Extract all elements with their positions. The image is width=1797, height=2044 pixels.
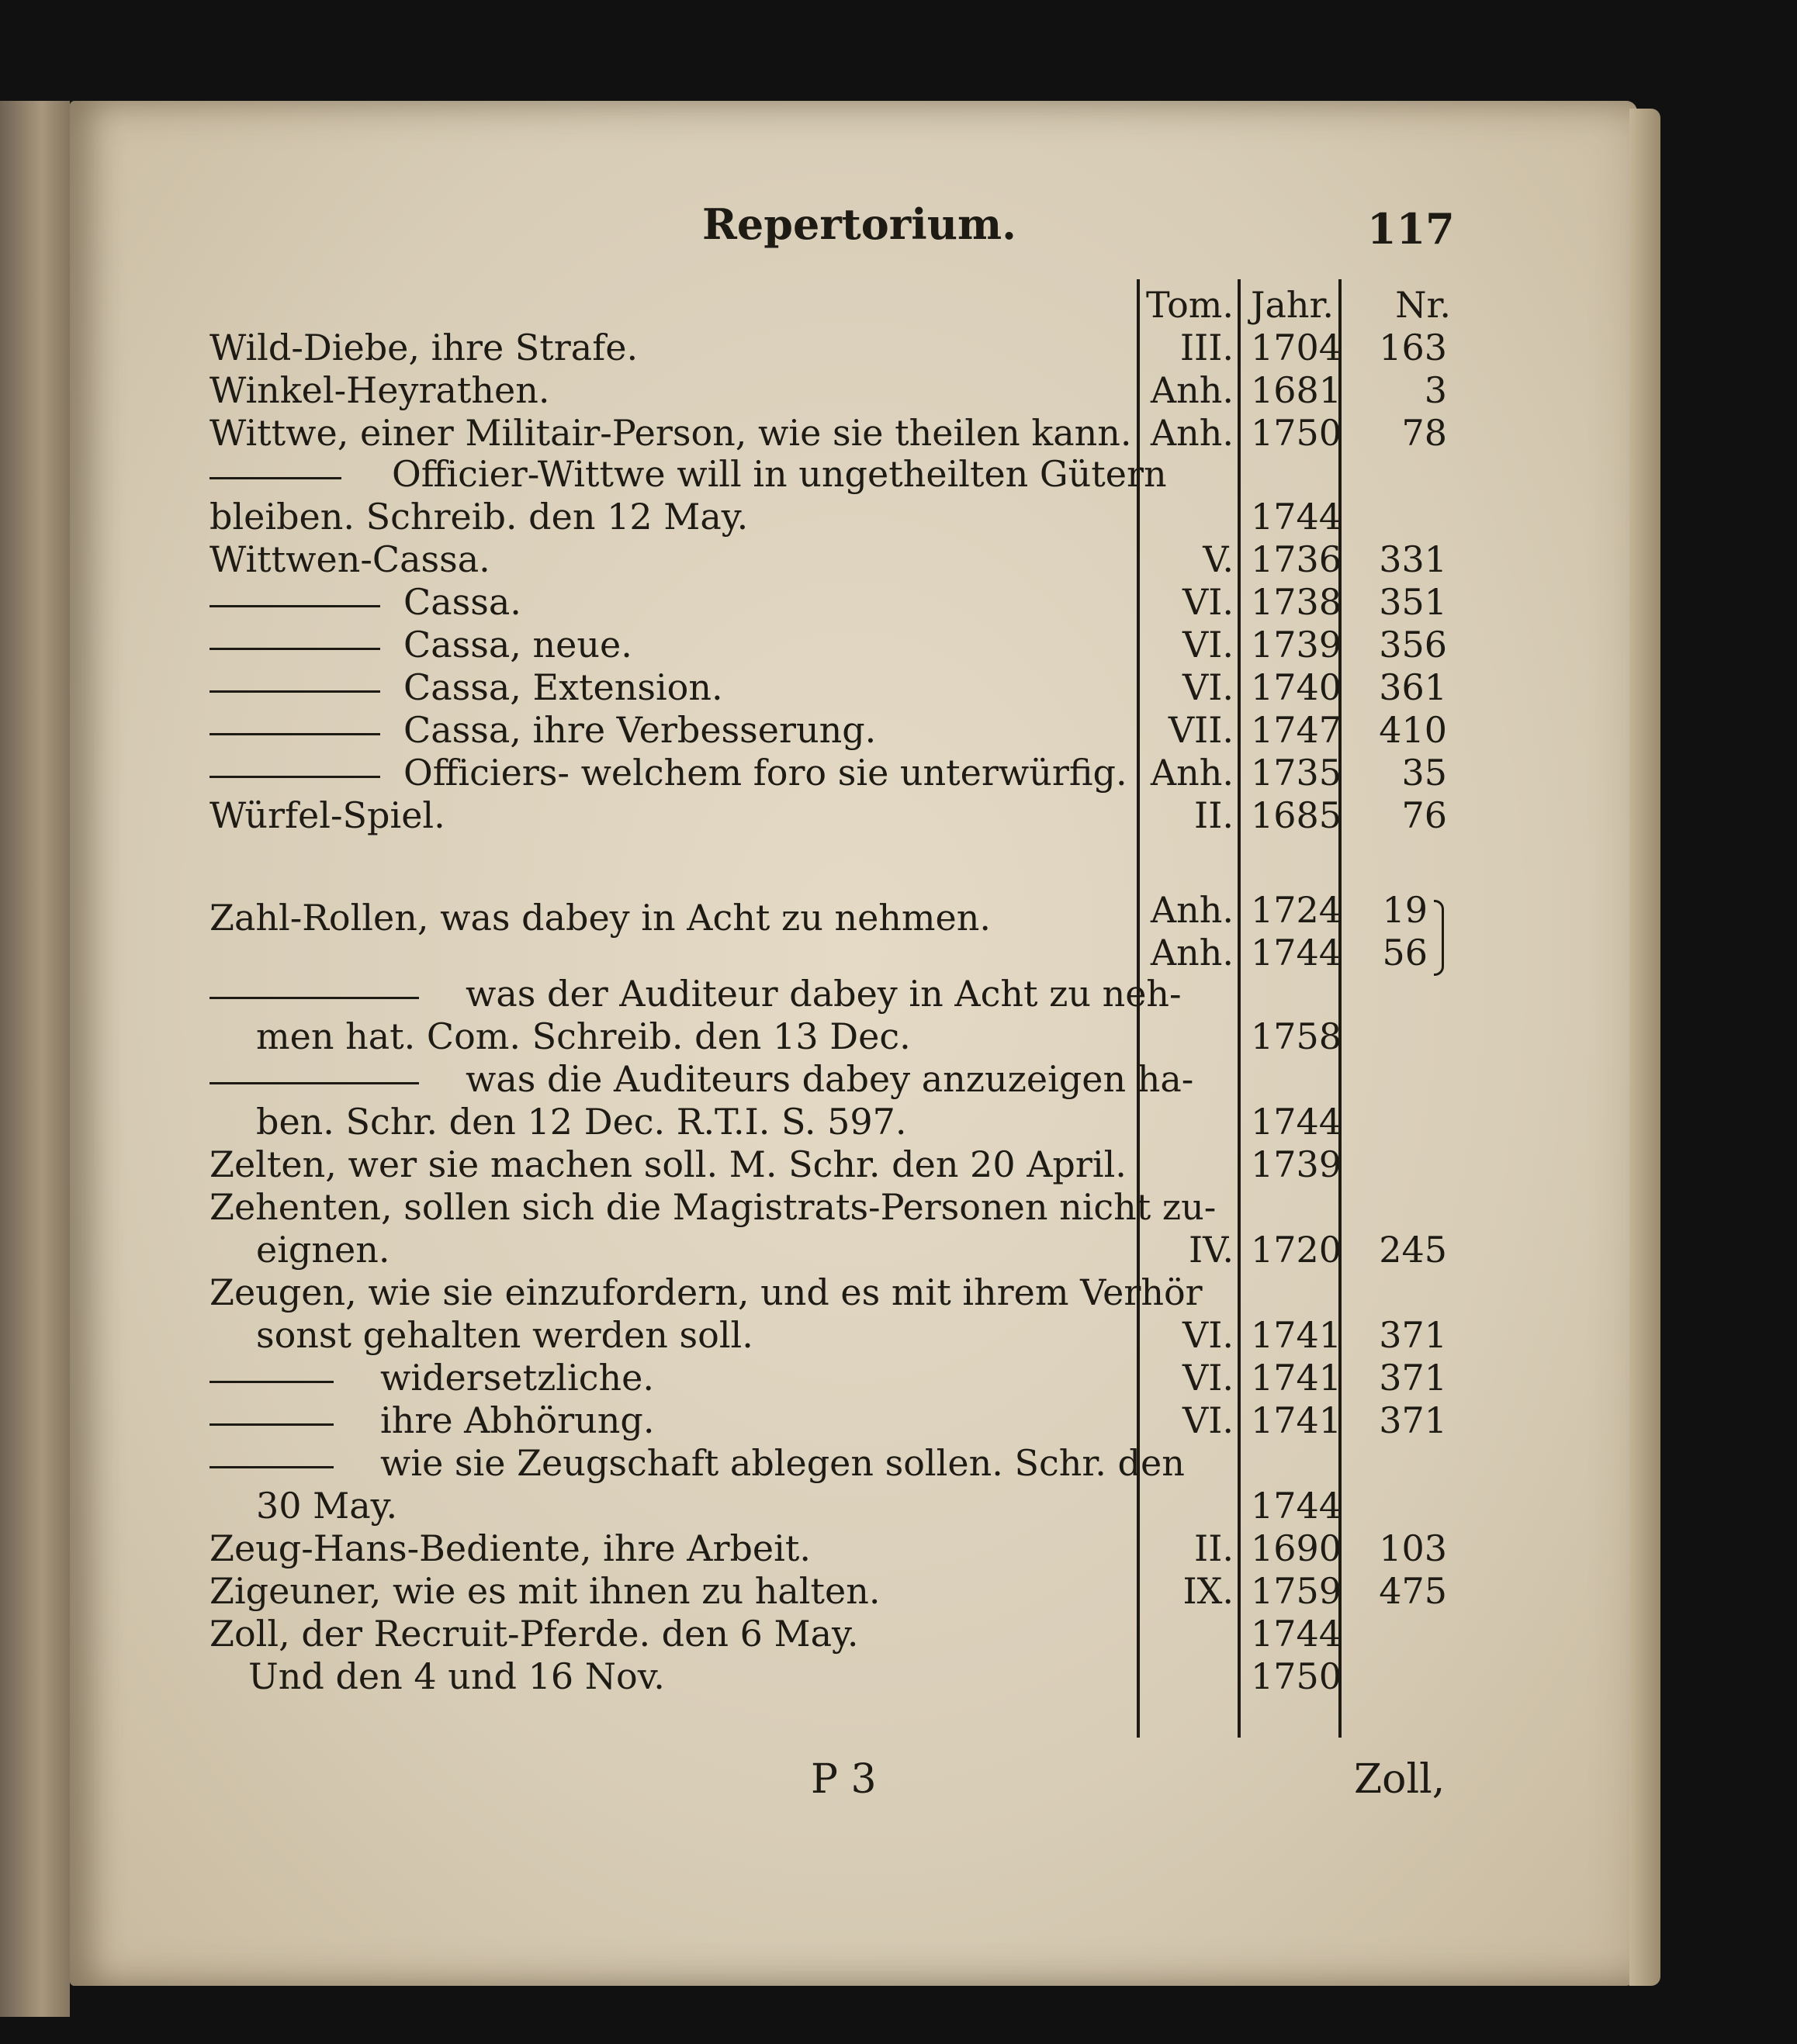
- tom-cell: V.: [1203, 538, 1234, 580]
- jahr-cell: 1735: [1251, 752, 1342, 794]
- entry-text: Wild-Diebe, ihre Strafe.: [209, 327, 639, 368]
- jahr-cell: 1744: [1251, 932, 1342, 974]
- entry-text: was die Auditeurs dabey anzuzeigen ha-: [466, 1058, 1194, 1100]
- entry-text: ben. Schr. den 12 Dec. R.T.I. S. 597.: [256, 1101, 907, 1143]
- entry-text: Cassa, neue.: [403, 624, 632, 666]
- entry-text: 30 May.: [256, 1485, 398, 1527]
- entry-text: widersetzliche.: [380, 1357, 654, 1399]
- jahr-cell: 1681: [1251, 369, 1342, 411]
- tom-cell: Anh.: [1150, 412, 1234, 454]
- entry-text: Zahl-Rollen, was dabey in Acht zu nehmen.: [209, 897, 992, 939]
- jahr-cell: 1740: [1251, 666, 1342, 708]
- entry-text: Zehenten, sollen sich die Magistrats-Personen nicht zu-: [209, 1186, 1217, 1228]
- jahr-cell: 1741: [1251, 1357, 1342, 1399]
- entry-text: Officier-Wittwe will in ungetheilten Gütern: [392, 453, 1167, 495]
- tom-cell: Anh.: [1150, 932, 1234, 974]
- entry-text: sonst gehalten werden soll.: [256, 1314, 753, 1356]
- repeat-dash: [209, 648, 380, 650]
- entry-text: Cassa.: [403, 581, 521, 623]
- entry-text: Cassa, ihre Verbesserung.: [403, 709, 877, 751]
- jahr-cell: 1744: [1251, 1485, 1342, 1527]
- tom-cell: IV.: [1189, 1229, 1234, 1271]
- nr-cell: 56: [1382, 932, 1428, 974]
- entry-text: Cassa, Extension.: [403, 666, 723, 708]
- tom-cell: VII.: [1168, 709, 1234, 751]
- jahr-cell: 1744: [1251, 1101, 1342, 1143]
- tom-cell: Anh.: [1150, 752, 1234, 794]
- repeat-dash: [209, 1423, 334, 1426]
- entry-text: Zigeuner, wie es mit ihnen zu halten.: [209, 1570, 881, 1612]
- nr-cell: 35: [1401, 752, 1447, 794]
- nr-cell: 410: [1379, 709, 1447, 751]
- entry-text: Zoll, der Recruit-Pferde. den 6 May.: [209, 1613, 859, 1655]
- nr-cell: 245: [1379, 1229, 1447, 1271]
- jahr-cell: 1690: [1251, 1527, 1342, 1569]
- nr-cell: 103: [1379, 1527, 1447, 1569]
- signature-mark: P 3: [811, 1756, 877, 1803]
- col-header-tom: Tom.: [1145, 284, 1234, 326]
- jahr-cell: 1759: [1251, 1570, 1342, 1612]
- entry-text: Wittwe, einer Militair-Person, wie sie theilen kann.: [209, 412, 1132, 454]
- page-title: Repertorium.: [702, 199, 1016, 249]
- jahr-cell: 1739: [1251, 624, 1342, 666]
- jahr-cell: 1750: [1251, 1655, 1342, 1697]
- entry-text: Officiers- welchem foro sie unterwürfig.: [403, 752, 1127, 794]
- jahr-cell: 1739: [1251, 1143, 1342, 1185]
- nr-cell: 163: [1379, 327, 1447, 368]
- jahr-cell: 1744: [1251, 1613, 1342, 1655]
- page-edge: [1629, 109, 1660, 1986]
- tom-cell: Anh.: [1150, 369, 1234, 411]
- jahr-cell: 1685: [1251, 794, 1342, 836]
- tom-cell: VI.: [1182, 666, 1234, 708]
- nr-cell: 371: [1379, 1314, 1447, 1356]
- nr-cell: 356: [1379, 624, 1447, 666]
- tom-cell: VI.: [1182, 624, 1234, 666]
- jahr-cell: 1724: [1251, 889, 1342, 931]
- nr-cell: 371: [1379, 1399, 1447, 1441]
- jahr-cell: 1720: [1251, 1229, 1342, 1271]
- catchword: Zoll,: [1354, 1756, 1446, 1803]
- nr-cell: 19: [1382, 889, 1428, 931]
- repeat-dash: [209, 1381, 334, 1383]
- nr-cell: 3: [1424, 369, 1447, 411]
- repeat-dash: [209, 477, 341, 479]
- entry-text: Zeug-Hans-Bediente, ihre Arbeit.: [209, 1527, 811, 1569]
- repeat-dash: [209, 776, 380, 778]
- repeat-dash: [209, 605, 380, 607]
- entry-text: Winkel-Heyrathen.: [209, 369, 550, 411]
- left-page-edge: [0, 101, 70, 2017]
- jahr-cell: 1741: [1251, 1399, 1342, 1441]
- col-header-nr: Nr.: [1395, 284, 1451, 326]
- jahr-cell: 1704: [1251, 327, 1342, 368]
- column-rule-2: [1238, 279, 1241, 1738]
- nr-cell: 76: [1401, 794, 1447, 836]
- col-header-jahr: Jahr.: [1251, 284, 1335, 326]
- tom-cell: II.: [1194, 794, 1234, 836]
- nr-cell: 351: [1379, 581, 1447, 623]
- jahr-cell: 1741: [1251, 1314, 1342, 1356]
- repeat-dash: [209, 1082, 419, 1084]
- entry-text: Zeugen, wie sie einzufordern, und es mit ihrem Verhör: [209, 1271, 1203, 1313]
- tom-cell: VI.: [1182, 581, 1234, 623]
- tom-cell: VI.: [1182, 1357, 1234, 1399]
- repeat-dash: [209, 690, 380, 693]
- tom-cell: IX.: [1182, 1570, 1234, 1612]
- jahr-cell: 1758: [1251, 1015, 1342, 1057]
- repeat-dash: [209, 997, 419, 999]
- entry-text: Wittwen-Cassa.: [209, 538, 490, 580]
- nr-cell: 78: [1401, 412, 1447, 454]
- jahr-cell: 1747: [1251, 709, 1342, 751]
- repeat-dash: [209, 733, 380, 735]
- entry-text: Zelten, wer sie machen soll. M. Schr. den 20 April.: [209, 1143, 1127, 1185]
- tom-cell: II.: [1194, 1527, 1234, 1569]
- entry-text: wie sie Zeugschaft ablegen sollen. Schr. den: [380, 1442, 1185, 1484]
- entry-text: Und den 4 und 16 Nov.: [248, 1655, 665, 1697]
- tom-cell: VI.: [1182, 1314, 1234, 1356]
- entry-text: ihre Abhörung.: [380, 1399, 655, 1441]
- repeat-dash: [209, 1466, 334, 1468]
- entry-text: men hat. Com. Schreib. den 13 Dec.: [256, 1015, 911, 1057]
- nr-cell: 361: [1379, 666, 1447, 708]
- entry-text: Würfel-Spiel.: [209, 794, 445, 836]
- jahr-cell: 1750: [1251, 412, 1342, 454]
- jahr-cell: 1736: [1251, 538, 1342, 580]
- jahr-cell: 1738: [1251, 581, 1342, 623]
- jahr-cell: 1744: [1251, 496, 1342, 538]
- nr-cell: 371: [1379, 1357, 1447, 1399]
- brace: [1434, 900, 1444, 976]
- tom-cell: III.: [1179, 327, 1234, 368]
- page-number: 117: [1367, 204, 1455, 254]
- nr-cell: 475: [1379, 1570, 1447, 1612]
- entry-text: bleiben. Schreib. den 12 May.: [209, 496, 749, 538]
- entry-text: was der Auditeur dabey in Acht zu neh-: [466, 973, 1182, 1015]
- entry-text: eignen.: [256, 1229, 390, 1271]
- tom-cell: Anh.: [1150, 889, 1234, 931]
- tom-cell: VI.: [1182, 1399, 1234, 1441]
- nr-cell: 331: [1379, 538, 1447, 580]
